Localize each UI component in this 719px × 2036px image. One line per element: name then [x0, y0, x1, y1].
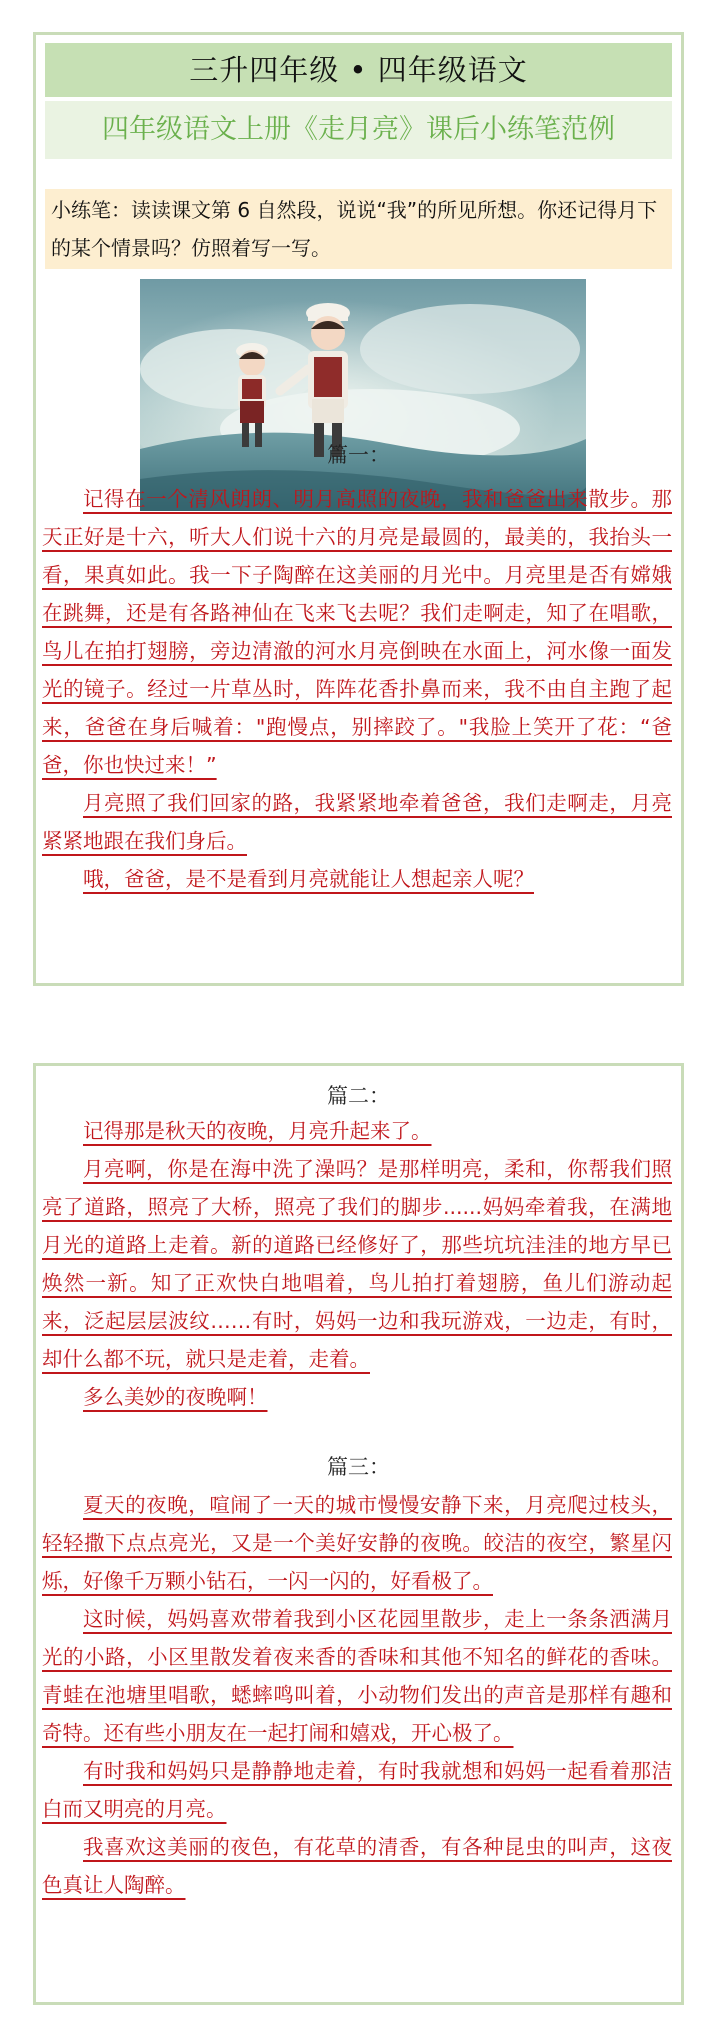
essay-2-body — [42, 1112, 672, 1416]
essay-3-heading: 篇三： — [327, 1455, 390, 1479]
document-card-1 — [33, 32, 684, 986]
essay-3-paragraph-2: 这时候，妈妈喜欢带着我到小区花园里散步，走上一条条洒满月光的小路，小区里散发着夜来香的香味和其他不知名的鲜花的香味。青蛙在池塘里唱歌，蟋蟀鸣叫着，小动物们发出的声音是那样有趣和奇特。还有些小朋友在一起打闹和嬉戏，开心极了。 — [42, 1607, 672, 1745]
exercise-prompt: 小练笔：读读课文第 6 自然段，说说“我”的所见所想。你还记得月下的某个情景吗？仿照着写一写。 — [45, 189, 672, 269]
essay-2-paragraph-1: 记得那是秋天的夜晚，月亮升起来了。 — [83, 1119, 432, 1143]
essay-2-paragraph-2: 月亮啊，你是在海中洗了澡吗？是那样明亮，柔和，你帮我们照亮了道路，照亮了大桥，照亮了我们的脚步......妈妈牵着我，在满地月光的道路上走着。新的道路已经修好了，那些坑坑洼洼的地方早已焕然一新。知了正欢快白地唱着，鸟儿拍打着翅膀，鱼儿们游动起来，泛起层层波纹……有时，妈妈一边和我玩游戏，一边走，有时，却什么都不玩，就只是走着，走着。 — [42, 1157, 672, 1371]
page-title: 三升四年级 • 四年级语文 — [45, 43, 672, 97]
essay-2-paragraph-3: 多么美妙的夜晚啊！ — [83, 1385, 268, 1409]
essay-3-paragraph-4: 我喜欢这美丽的夜色，有花草的清香，有各种昆虫的叫声，这夜色真让人陶醉。 — [42, 1835, 672, 1897]
essay-2-heading: 篇二： — [327, 1084, 390, 1108]
essay-3-body — [42, 1486, 672, 1904]
essay-3-paragraph-3: 有时我和妈妈只是静静地走着，有时我就想和妈妈一起看着那洁白而又明亮的月亮。 — [42, 1759, 672, 1821]
essay-1-paragraph-3: 哦，爸爸，是不是看到月亮就能让人想起亲人呢？ — [83, 867, 534, 891]
essay-1-paragraph-1: 记得在一个清风朗朗、明月高照的夜晚，我和爸爸出来散步。那天正好是十六，听大人们说十六的月亮是最圆的，最美的，我抬头一看，果真如此。我一下子陶醉在这美丽的月光中。月亮里是否有嫦娥在跳舞，还是有各路神仙在飞来飞去呢？我们走啊走，知了在唱歌，鸟儿在拍打翅膀，旁边清澈的河水月亮倒映在水面上，河水像一面发光的镜子。经过一片草丛时，阵阵花香扑鼻而来，我不由自主跑了起来，爸爸在身后喊着："跑慢点，别摔跤了。"我脸上笑开了花：“爸爸，你也快过来！” — [42, 487, 672, 777]
essay-3-paragraph-1: 夏天的夜晚，喧闹了一天的城市慢慢安静下来，月亮爬过枝头，轻轻撒下点点亮光，又是一个美好安静的夜晚。皎洁的夜空，繁星闪烁，好像千万颗小钻石，一闪一闪的，好看极了。 — [42, 1493, 672, 1593]
essay-1-heading: 篇一： — [327, 443, 390, 467]
page-subtitle: 四年级语文上册《走月亮》课后小练笔范例 — [45, 101, 672, 159]
essay-1-paragraph-2: 月亮照了我们回家的路，我紧紧地牵着爸爸，我们走啊走，月亮紧紧地跟在我们身后。 — [42, 791, 672, 853]
essay-1-body — [42, 480, 672, 898]
moonlight-illustration — [140, 279, 586, 511]
document-card-2 — [33, 1063, 684, 2005]
